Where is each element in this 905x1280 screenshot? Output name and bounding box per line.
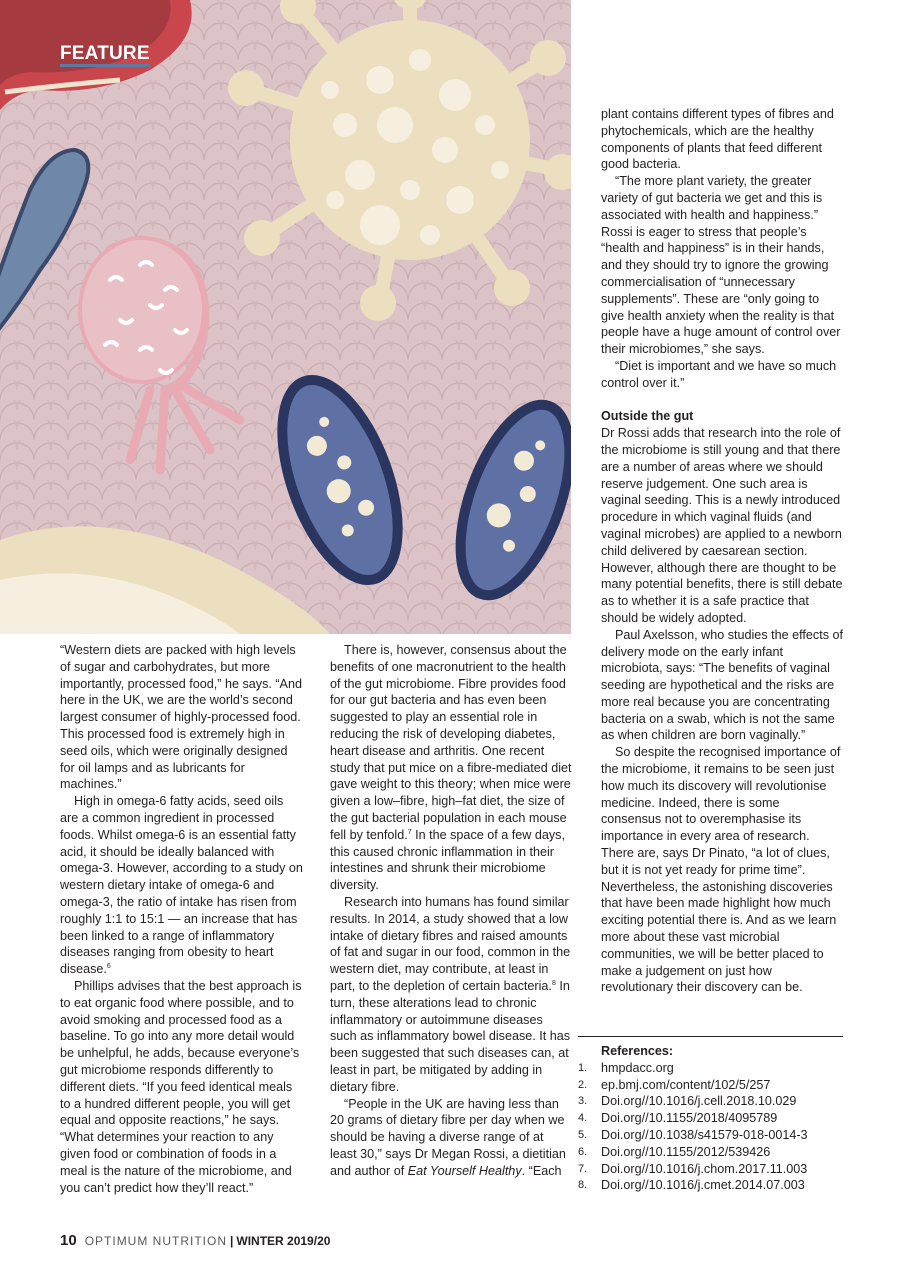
header-illustration <box>0 0 571 634</box>
references-title: References: <box>601 1044 674 1058</box>
book-title: Eat Yourself Healthy <box>407 1163 522 1178</box>
footnote-ref: 6 <box>106 963 111 971</box>
paragraph: “People in the UK are having less than 20 grams of dietary fibre per day when we should be having a diverse range of at least 30,” says Dr Megan Rossi, a dietitian and author of Eat Yourself Healthy. “Each <box>330 1096 566 1178</box>
reference-item: 7. Doi.org//10.1016/j.chom.2017.11.003 <box>578 1161 808 1176</box>
article-column-3 <box>601 106 843 996</box>
microbe-illustration-icon <box>0 0 571 634</box>
page-footer <box>60 1232 330 1250</box>
reference-item: 4. Doi.org//10.1155/2018/4095789 <box>578 1111 778 1126</box>
reference-item: 1. hmpdacc.org <box>578 1060 674 1075</box>
paragraph: Phillips advises that the best approach is to eat organic food where possible, and to avoid smoking and processed food as a baseline. To go into any more detail would be unhelpful, he adds, because everyone’s gut microbiome responds differently to different diets. “If you feed identical meals to a hundred different people, you will get equal and opposite reactions,” he says. “What determines your reaction to any given food or combination of foods in a meal is the nature of the microbiome, and you can’t predict how they’ll react.” <box>60 978 302 1195</box>
paragraph: “Western diets are packed with high levels of sugar and carbohydrates, but more importantly, processed food,” he says. “And here in the UK, we are the world’s second largest consumer of highly-processed food. This processed food is extremely high in seed oils, which were originally designed for oil lamps and as lubricants for machines.” <box>60 643 302 792</box>
footnote-ref: 7 <box>407 828 412 836</box>
reference-item: 8. Doi.org//10.1016/j.cmet.2014.07.003 <box>578 1178 805 1193</box>
footnote-ref: 8 <box>551 979 556 987</box>
magazine-name: OPTIMUM NUTRITION <box>84 1234 228 1248</box>
paragraph: High in omega-6 fatty acids, seed oils are a common ingredient in processed foods. Whilst omega-6 is an essential fatty acid, it should be ideally balanced with omega-3. However, according to a study on western dietary intake of omega-6 and omega-3, the ratio of intake has risen from roughly 1:1 to 15:1 — an increase that has been linked to a range of inflammatory diseases ranging from obesity to heart disease.$^6$ <box>60 794 303 977</box>
paragraph: There is, however, consensus about the benefits of one macronutrient to the health of the gut microbiome. Fibre provides food for our gut bacteria and has even been suggested to play an essential role in reducing the risk of developing diabetes, heart disease and arthritis. One recent study that put mice on a fibre-mediated diet gave weight to this theory; when mice were given a low–fibre, high–fat diet, the size of the gut bacterial population in each mouse fell by tenfold.$^7$ In the space of a few days, this caused chronic inflammation in their intestines and shrunk their microbiome diversity. <box>330 643 572 893</box>
paragraph: plant contains different types of fibres and phytochemicals, which are the healthy components of plants that feed different good bacteria. <box>601 107 834 172</box>
paragraph: Research into humans has found similar results. In 2014, a study showed that a low intake of dietary fibres and raised amounts of fat and sugar in our food, common in the western diet, may contribute, at least in part, to the depletion of certain bacteria.$^8$ In turn, these alterations lead to chronic inflammatory or autoimmune diseases such as inflammatory bowel disease. It has been suggested that such diseases can, at least in part, be mitigated by adding in dietary fibre. <box>330 894 571 1094</box>
article-column-2 <box>330 642 572 1180</box>
issue-label: WINTER 2019/20 <box>236 1234 331 1248</box>
page-number: 10 <box>60 1232 77 1249</box>
footer-separator: | <box>230 1234 234 1248</box>
paragraph: Dr Rossi adds that research into the role of the microbiome is still young and that there are a number of areas where we should reserve judgement. One such area is vaginal seeding. This is a newly introduced procedure in which vaginal fluids (and vaginal microbes) are applied to a newborn child delivered by caesarean section. However, although there are thought to be many potential benefits, there is still debate as to whether it is a safe practice that should be widely adopted. <box>601 426 843 625</box>
paragraph: Paul Axelsson, who studies the effects of delivery mode on the early infant microbiota, says: “The benefits of vaginal seeding are hypothetical and the risks are more real because you are concentrating bacteria on a swab, which is not the same as when children are born vaginally.” <box>601 627 843 743</box>
reference-item: 5. Doi.org//10.1038/s41579-018-0014-3 <box>578 1127 808 1142</box>
paragraph: “The more plant variety, the greater variety of gut bacteria we get and this is associated with health and happiness.” Rossi is eager to stress that people’s “health and happiness” is in their hands, and they should try to ignore the growing commercialisation of “unnecessary supplements”. These are “only going to give health anxiety when the reality is that people have a huge amount of control over their microbiomes,” she says. <box>601 174 841 357</box>
article-column-1 <box>60 642 303 1196</box>
section-tag: FEATURE <box>60 43 150 64</box>
reference-item: 3. Doi.org//10.1016/j.cell.2018.10.029 <box>578 1094 797 1109</box>
references <box>578 1036 843 1194</box>
paragraph: So despite the recognised importance of the microbiome, it remains to be seen just how much its discovery will revolutionise medicine. Indeed, there is some consensus not to overemphasise its importance in every area of research. There are, says Dr Pinato, “a lot of clues, but it is not yet ready for prime time”. Nevertheless, the astonishing discoveries that have been made highlight how much exciting potential there is. And as we learn more about these vast microbial communities, we will be better placed to make a judgement on just how revolutionary their discovery can be. <box>601 745 841 995</box>
subheading: Outside the gut <box>601 409 694 424</box>
paragraph: “Diet is important and we have so much control over it.” <box>601 358 837 390</box>
reference-item: 2. ep.bmj.com/content/102/5/257 <box>578 1077 771 1092</box>
reference-item: 6. Doi.org//10.1155/2012/539426 <box>578 1144 771 1159</box>
